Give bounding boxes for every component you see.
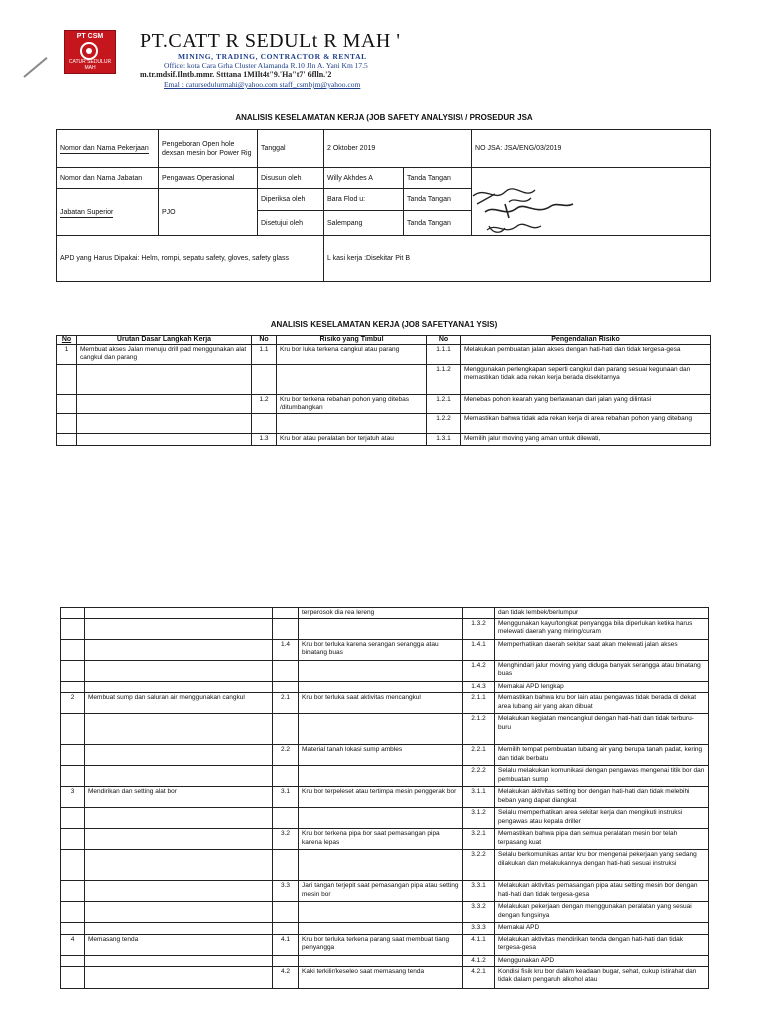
company-name: PT.CATT R SEDULt R MAH ' (140, 30, 401, 52)
control-text: Memastikan bahwa kru bor lain atau pengawas tidak berada di dekat area lubang air yang akan dibuat (495, 693, 709, 714)
risk-text (299, 682, 463, 693)
table-row (61, 682, 709, 693)
work-step (85, 766, 273, 787)
control-no: 4.2.1 (463, 966, 495, 988)
row-no: 1 (57, 345, 77, 365)
risk-no: 3.2 (273, 829, 299, 850)
table-row (61, 881, 709, 902)
signature-scribble (465, 182, 585, 240)
row-no (61, 808, 85, 829)
header-risk-no: No (252, 336, 277, 345)
row-no (57, 434, 77, 445)
risk-no (273, 682, 299, 693)
work-step (85, 640, 273, 661)
row-no (61, 682, 85, 693)
control-no: 2.2.1 (463, 745, 495, 766)
jsa-table-part2 (60, 607, 709, 989)
control-text: Menggunakan APD (495, 955, 709, 966)
risk-no (273, 955, 299, 966)
date-value: 2 Oktober 2019 (324, 130, 472, 168)
row-no (61, 714, 85, 745)
position-name-label: Nomor dan Nama Jabatan (57, 168, 159, 189)
control-text: Selalu berkomunikas antar kru bor mengenai pekerjaan yang sedang dilakukan dan melakukannya dengan hati-hati sesuai instruksi (495, 850, 709, 881)
risk-no: 2.1 (273, 693, 299, 714)
risk-no: 4.2 (273, 966, 299, 988)
table-row (57, 395, 711, 414)
row-no: 4 (61, 934, 85, 955)
control-text: Memastikan bahwa pipa dan semua peralatan mesin bor telah terpasang kuat (495, 829, 709, 850)
row-no (61, 766, 85, 787)
risk-no (252, 365, 277, 395)
control-no: 3.2.2 (463, 850, 495, 881)
work-step (85, 608, 273, 619)
control-text: Menghindari jalur moving yang diduga banyak serangga atau binatang buas (495, 661, 709, 682)
header-no: No (57, 336, 77, 345)
control-text: Menebas pohon kearah yang berlawanan dari jalan yang dilintasi (461, 395, 711, 414)
risk-no: 3.3 (273, 881, 299, 902)
control-no: 1.2.2 (427, 414, 461, 434)
risk-text (299, 923, 463, 934)
jsa-table-part1 (56, 335, 711, 446)
control-no: 4.1.1 (463, 934, 495, 955)
risk-text (277, 365, 427, 395)
risk-text: Material tanah lokasi sump ambles (299, 745, 463, 766)
risk-text (299, 766, 463, 787)
table-row (61, 745, 709, 766)
control-text: Memakai APD lengkap (495, 682, 709, 693)
table-row (61, 902, 709, 923)
risk-text: Kru bor luka terkena cangkul atau parang (277, 345, 427, 365)
work-step (77, 365, 252, 395)
risk-text (299, 619, 463, 640)
approved-by-value: Salempang (324, 211, 404, 236)
risk-text: Kaki terkilir/keseleo saat memasang tenda (299, 966, 463, 988)
control-no: 3.1.1 (463, 787, 495, 808)
risk-text (277, 414, 427, 434)
work-step (77, 414, 252, 434)
risk-no: 4.1 (273, 934, 299, 955)
control-text: Menggunakan perlengkapan seperti cangkul dan parang sesuai kegunaan dan memastikan tidak ada rekan kerja berada disekitarnya (461, 365, 711, 395)
checked-by-label: Diperiksa oleh (258, 189, 324, 211)
superior-value: PJO (159, 189, 258, 236)
row-no (61, 608, 85, 619)
risk-no (273, 608, 299, 619)
work-step (85, 923, 273, 934)
risk-no: 1.4 (273, 640, 299, 661)
logo-emblem-icon (80, 42, 98, 60)
work-step (77, 434, 252, 445)
signature-label: Tanda Tangan (404, 168, 472, 189)
work-step (77, 395, 252, 414)
control-text: Memakai APD (495, 923, 709, 934)
company-logo (64, 30, 116, 74)
table-row (61, 850, 709, 881)
approved-by-label: Disetujui oleh (258, 211, 324, 236)
control-text: Melakukan aktivitas setting bor dengan hati-hati dan tidak melebihi beban yang dapat diangkat (495, 787, 709, 808)
jsa-analysis-title: ANALISIS KESELAMATAN KERJA (JO8 SAFETYANA1 YSIS) (270, 320, 498, 329)
risk-text: Kru bor atau peralatan bor terjatuh atau (277, 434, 427, 445)
logo-bottom-text: CATUR SEDULUR MAH (68, 59, 112, 71)
table-row (61, 766, 709, 787)
risk-no: 1.3 (252, 434, 277, 445)
risk-text (299, 808, 463, 829)
ppe-required: APD yang Harus Dipakai: Helm, rompi, sepatu safety, gloves, safety glass (57, 236, 324, 282)
header-control: Pengendalian Risiko (461, 336, 711, 345)
risk-no: 2.2 (273, 745, 299, 766)
work-step (85, 619, 273, 640)
control-text: Melakukan pekerjaan dengan menggunakan peralatan yang sesuai dengan fungsinya (495, 902, 709, 923)
risk-text: terperosok dia rea lereng (299, 608, 463, 619)
risk-no: 1.2 (252, 395, 277, 414)
work-location: L kasi kerja :Disekitar Pit B (324, 236, 711, 282)
risk-no (273, 923, 299, 934)
risk-text (299, 902, 463, 923)
control-text: Memperhatikan daerah sekitar saat akan melewati jalan akses (495, 640, 709, 661)
row-no (61, 619, 85, 640)
risk-text: Kru bor terluka karena serangan serangga atau binatang buas (299, 640, 463, 661)
risk-no (273, 808, 299, 829)
risk-text (299, 850, 463, 881)
control-no: 1.4.3 (463, 682, 495, 693)
control-text: Melakukan aktivitas mendirikan tenda dengan hati-hati dan tidak tergesa-gesa (495, 934, 709, 955)
work-step (85, 850, 273, 881)
signature-label: Tanda Tangan (404, 211, 472, 236)
work-step (85, 881, 273, 902)
jsa-title: ANALISIS KESELAMATAN KERJA (JOB SAFETY ANALYSIS\ / PROSEDUR JSA (235, 113, 533, 122)
table-row (61, 955, 709, 966)
control-text: dan tidak lembek/berlumpur (495, 608, 709, 619)
logo-top-text: PT CSM (76, 33, 104, 40)
work-step (85, 745, 273, 766)
row-no (61, 923, 85, 934)
checked-by-value: Bara Flod u: (324, 189, 404, 211)
risk-text (299, 714, 463, 745)
table-row (61, 608, 709, 619)
work-step: Membuat akses Jalan menuju drill pad menggunakan alat cangkul dan parang (77, 345, 252, 365)
jsa-info-table (56, 129, 711, 282)
control-text: Melakukan aktivitas pemasangan pipa atau setting mesin bor dengan hati-hati dan tidak tergesa-gesa (495, 881, 709, 902)
risk-no (273, 714, 299, 745)
row-no (61, 829, 85, 850)
row-no (61, 661, 85, 682)
control-no: 1.4.1 (463, 640, 495, 661)
work-step: Mendirikan dan setting alat bor (85, 787, 273, 808)
risk-text: Kru bor terkena rebahan pohon yang ditebas /ditumbangkan (277, 395, 427, 414)
table-row (61, 966, 709, 988)
job-name-label: Nomor dan Nama Pekerjaan (57, 130, 159, 168)
row-no (61, 850, 85, 881)
control-text: Selalu memperhatikan area sekitar kerja dan mengikuti instruksi pengawas atau kepala driller (495, 808, 709, 829)
table-row (61, 923, 709, 934)
control-no: 4.1.2 (463, 955, 495, 966)
table-row (61, 934, 709, 955)
row-no (61, 640, 85, 661)
work-step (85, 902, 273, 923)
control-no: 2.1.1 (463, 693, 495, 714)
row-no (57, 395, 77, 414)
row-no: 2 (61, 693, 85, 714)
work-step (85, 829, 273, 850)
risk-text: Kru bor terpeleset atau tertimpa mesin penggerak bor (299, 787, 463, 808)
row-no (57, 365, 77, 395)
control-no: 1.3.1 (427, 434, 461, 445)
row-no (61, 902, 85, 923)
row-no (57, 414, 77, 434)
table-row (61, 693, 709, 714)
control-no: 1.1.1 (427, 345, 461, 365)
work-step (85, 808, 273, 829)
work-step (85, 966, 273, 988)
table-row (57, 345, 711, 365)
table-row (57, 414, 711, 434)
position-value: Pengawas Operasional (159, 168, 258, 189)
header-step: Urutan Dasar Langkah Kerja (77, 336, 252, 345)
risk-text: Jari tangan terjepit saat pemasangan pipa atau setting mesin bor (299, 881, 463, 902)
email-line: Emal : catursedulurmahi@yahoo.com staff_csmbjm@yahoo.com (164, 80, 361, 89)
risk-no (273, 661, 299, 682)
work-step: Membuat sump dan saluran air menggunakan cangkul (85, 693, 273, 714)
pen-mark (23, 57, 47, 78)
work-step: Memasang tenda (85, 934, 273, 955)
control-text: Selalu melakukan komunikasi dengan pengawas mengenai titik bor dan pembuatan sump (495, 766, 709, 787)
control-no: 3.3.1 (463, 881, 495, 902)
control-text: Memilih jalur moving yang aman untuk dilewati, (461, 434, 711, 445)
table-row (61, 808, 709, 829)
header-control-no: No (427, 336, 461, 345)
control-no: 2.2.2 (463, 766, 495, 787)
risk-no (273, 619, 299, 640)
control-no: 3.3.3 (463, 923, 495, 934)
row-no: 3 (61, 787, 85, 808)
risk-text: Kru bor terluka terkena parang saat membuat tiang penyangga (299, 934, 463, 955)
risk-text (299, 955, 463, 966)
company-tagline: MINING, TRADING, CONTRACTOR & RENTAL (178, 52, 367, 61)
control-no: 3.3.2 (463, 902, 495, 923)
secondary-address: m.tr.mdsif.Ilntb.mmr. Stttana 1MIlt4t"9.'Ha"t7' 6flln.'2 (140, 70, 332, 79)
control-no: 1.3.2 (463, 619, 495, 640)
row-no (61, 955, 85, 966)
work-step (85, 682, 273, 693)
office-address: Office: kota Cara Grha Cluster Alamanda R.10 Jln A. Yani Km 17.5 (164, 61, 368, 70)
jsa-number: NO JSA: JSA/ENG/03/2019 (472, 130, 711, 168)
table-row (61, 829, 709, 850)
risk-no (273, 766, 299, 787)
risk-text: Kru bor terkena pipa bor saat pemasangan pipa karena lepas (299, 829, 463, 850)
risk-no: 1.1 (252, 345, 277, 365)
control-no: 1.1.2 (427, 365, 461, 395)
table-row (61, 787, 709, 808)
prepared-by-label: Disusun oleh (258, 168, 324, 189)
risk-no (273, 850, 299, 881)
table-row (61, 619, 709, 640)
table-row (61, 661, 709, 682)
control-text: Menggunakan kayu/tongkat penyangga bila diperlukan ketika harus melewati daerah yang miring/curam (495, 619, 709, 640)
control-no: 1.4.2 (463, 661, 495, 682)
row-no (61, 881, 85, 902)
row-no (61, 966, 85, 988)
row-no (61, 745, 85, 766)
risk-no (252, 414, 277, 434)
table-row (61, 640, 709, 661)
table-row (61, 714, 709, 745)
control-text: Melakukan kegiatan mencangkul dengan hati-hati dan tidak terburu-buru (495, 714, 709, 745)
control-text: Memastikan bahwa tidak ada rekan kerja di area rebahan pohon yang ditebang (461, 414, 711, 434)
table-row (57, 434, 711, 445)
table-row (57, 365, 711, 395)
prepared-by-value: Willy Akhdes A (324, 168, 404, 189)
risk-text (299, 661, 463, 682)
control-no: 1.2.1 (427, 395, 461, 414)
control-no: 2.1.2 (463, 714, 495, 745)
control-no (463, 608, 495, 619)
work-step (85, 955, 273, 966)
date-label: Tanggal (258, 130, 324, 168)
control-no: 3.1.2 (463, 808, 495, 829)
control-text: Memilih tempat pembuatan lubang air yang berupa tanah padat, kering dan tidak berbatu (495, 745, 709, 766)
header-risk: Risiko yang Timbul (277, 336, 427, 345)
job-name-value: Pengeboran Open hole dexsan mesin bor Power Rig (159, 130, 258, 168)
control-text: Melakukan pembuatan jalan akses dengan hati-hati dan tidak tergesa-gesa (461, 345, 711, 365)
signature-label: Tanda Tangan (404, 189, 472, 211)
risk-text: Kru bor terluka saat aktivitas mencangkul (299, 693, 463, 714)
control-text: Kondisi fisik kru bor dalam keadaan bugar, sehat, cukup istirahat dan tidak dalam pengaruh alkohol atau (495, 966, 709, 988)
work-step (85, 714, 273, 745)
work-step (85, 661, 273, 682)
risk-no (273, 902, 299, 923)
control-no: 3.2.1 (463, 829, 495, 850)
risk-no: 3.1 (273, 787, 299, 808)
superior-position-label: Jabatan Superior (57, 189, 159, 236)
